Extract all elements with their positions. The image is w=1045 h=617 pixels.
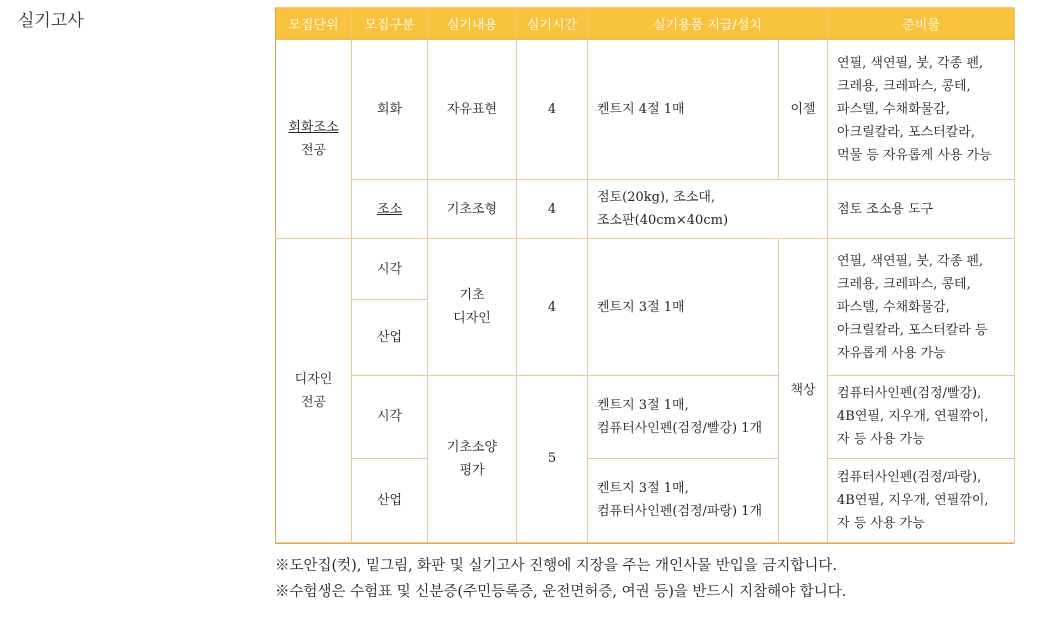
- content-cell: 기초 디자인: [428, 239, 517, 375]
- content-cell: 기초조형: [428, 180, 517, 239]
- table-row: [276, 458, 1015, 542]
- header-unit: 모집단위: [276, 8, 352, 40]
- materials-cell: 컴퓨터사인펜(검정/파랑), 4B연필, 지우개, 연필깎이, 자 등 사용 가능: [828, 458, 1015, 542]
- header-materials: 준비물: [828, 8, 1015, 40]
- division-cell: 조소: [352, 180, 428, 239]
- notes: [275, 553, 846, 605]
- header-division: 모집구분: [352, 8, 428, 40]
- division-cell: 시각: [352, 239, 428, 300]
- materials-cell: 컴퓨터사인펜(검정/빨강), 4B연필, 지우개, 연필깎이, 자 등 사용 가능: [828, 375, 1015, 458]
- table-row: [276, 180, 1015, 239]
- division-cell: 산업: [352, 458, 428, 542]
- content-cell: 기초소양 평가: [428, 375, 517, 542]
- time-cell: 4: [517, 40, 588, 180]
- header-supply: 실기용품 지급/설치: [588, 8, 828, 40]
- table-row: [276, 239, 1015, 300]
- supply-cell: 켄트지 3절 1매, 컴퓨터사인펜(검정/파랑) 1개: [588, 458, 779, 542]
- header-time: 실기시간: [517, 8, 588, 40]
- table-row: [276, 375, 1015, 458]
- division-cell: 산업: [352, 300, 428, 375]
- materials-cell: 연필, 색연필, 붓, 각종 펜, 크레용, 크레파스, 콩테, 파스텔, 수채화물감, 아크릴칼라, 포스터칼라 등 자유롭게 사용 가능: [828, 239, 1015, 375]
- content-cell: 자유표현: [428, 40, 517, 180]
- table-row: [276, 40, 1015, 180]
- section-title: 실기고사: [18, 11, 84, 31]
- table-bottom-border: [275, 543, 1014, 544]
- supply-cell: 점토(20kg), 조소대, 조소판(40cm×40cm): [588, 180, 828, 239]
- time-cell: 4: [517, 239, 588, 375]
- setup-cell: 이젤: [779, 40, 828, 180]
- supply-cell: 켄트지 3절 1매, 컴퓨터사인펜(검정/빨강) 1개: [588, 375, 779, 458]
- time-cell: 5: [517, 375, 588, 542]
- exam-table: [275, 7, 1015, 543]
- note-item: ※도안집(컷), 밑그림, 화판 및 실기고사 진행에 지장을 주는 개인사물 반입을 금지합니다.: [275, 558, 837, 574]
- division-cell: 회화: [352, 40, 428, 180]
- note-item: ※수험생은 수험표 및 신분증(주민등록증, 운전면허증, 여권 등)을 반드시 지참해야 합니다.: [275, 584, 847, 600]
- unit-cell: 디자인 전공: [276, 239, 352, 543]
- supply-cell: 켄트지 3절 1매: [588, 239, 779, 375]
- division-cell: 시각: [352, 375, 428, 458]
- unit-cell: 회화조소 전공: [276, 40, 352, 239]
- materials-cell: 연필, 색연필, 붓, 각종 펜, 크레용, 크레파스, 콩테, 파스텔, 수채화물감, 아크릴칼라, 포스터칼라, 먹물 등 자유롭게 사용 가능: [828, 40, 1015, 180]
- header-content: 실기내용: [428, 8, 517, 40]
- time-cell: 4: [517, 180, 588, 239]
- setup-cell: 책상: [779, 239, 828, 543]
- table-header-row: [276, 8, 1015, 40]
- supply-cell: 켄트지 4절 1매: [588, 40, 779, 180]
- materials-cell: 점토 조소용 도구: [828, 180, 1015, 239]
